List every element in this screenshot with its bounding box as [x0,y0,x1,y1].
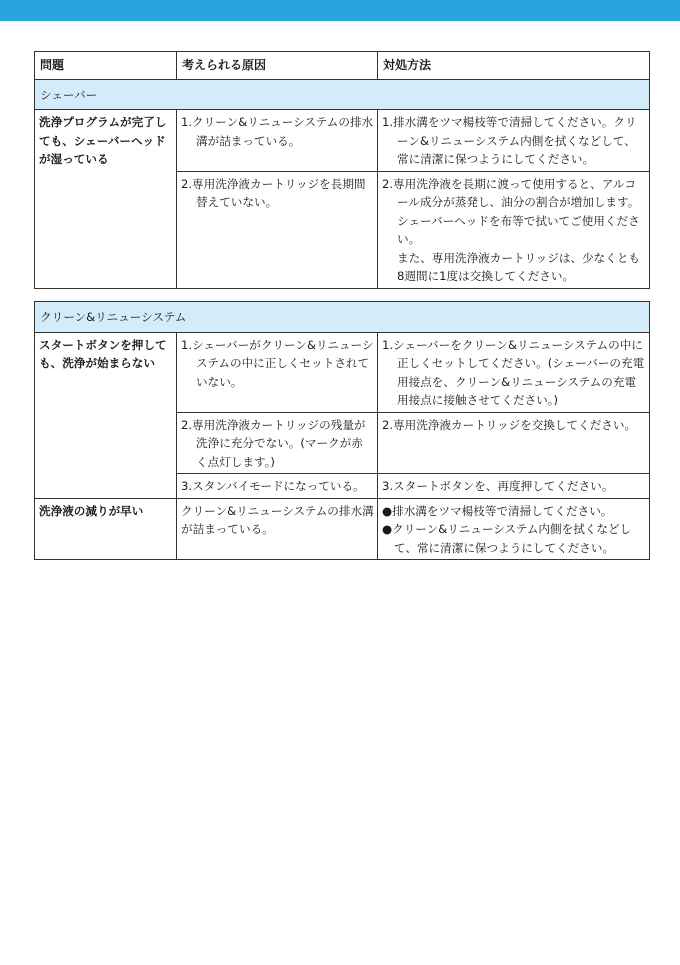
remedy-cell [378,412,650,474]
cause-cell [177,412,378,474]
table-row [35,332,650,412]
cause-text: 1.クリーン&リニューシステムの排水溝が詰まっている。 [181,115,374,148]
remedy-cell [378,332,650,412]
remedy-text: 1.排水溝をツマ楊枝等で清掃してください。クリーン&リニューシステム内側を拭くなどして、常に清潔に保つようにしてください。 [382,115,637,166]
cause-cell [177,171,378,288]
cause-text: 1.シェーバーがクリーン&リニューシステムの中に正しくセットされていない。 [181,337,374,389]
remedy-text: 3.スタートボタンを、再度押してください。 [382,479,614,493]
cause-cell [177,332,378,412]
problem-cell: 洗浄液の減りが早い [35,498,177,560]
table-row [35,498,650,560]
remedy-text: 2.専用洗浄液を長期に渡って使用すると、アルコール成分が蒸発し、油分の割合が増加します。シェーバーヘッドを布等で拭いてご使用ください。 [382,176,640,246]
problem-cell: スタートボタンを押しても、洗浄が始まらない [35,332,177,498]
troubleshooting-table-clean-renew [34,301,650,560]
cause-text: 2.専用洗浄液カートリッジの残量が洗浄に充分でない。(マークが赤く点灯します。) [181,417,366,469]
section-title-clean-renew: クリーン&リニューシステム [35,302,650,333]
header-cause: 考えられる原因 [177,52,378,80]
remedy-cell [378,171,650,288]
remedy-cell [378,474,650,499]
problem-cell: 洗浄プログラムが完了しても、シェーバーヘッドが湿っている [35,110,177,289]
remedy-cell [378,110,650,172]
cause-text: 2.専用洗浄液カートリッジを長期間替えていない。 [181,176,366,209]
remedy-cell [378,498,650,560]
section-row [35,79,650,110]
cause-cell [177,474,378,499]
remedy-bullet: ●排水溝をツマ楊枝等で清掃してください。 [382,503,613,518]
table-row [35,110,650,172]
header-remedy: 対処方法 [378,52,650,80]
section-title-shaver: シェーバー [35,79,650,110]
header-problem: 問題 [35,52,177,80]
table-header-row [35,52,650,80]
section-row [35,302,650,333]
cause-cell: クリーン&リニューシステムの排水溝が詰まっている。 [177,498,378,560]
troubleshooting-table-shaver [34,51,650,289]
remedy-bullet: ●クリーン&リニューシステム内側を拭くなどして、常に清潔に保つようにしてください。 [382,522,632,555]
top-accent-bar [0,0,680,21]
cause-cell [177,110,378,172]
cause-text: 3.スタンバイモードになっている。 [181,479,365,493]
remedy-text: 1.シェーバーをクリーン&リニューシステムの中に正しくセットしてください。(シェーバーの充電用接点を、クリーン&リニューシステムの充電用接点に接触させてください。) [382,337,645,407]
remedy-text: 2.専用洗浄液カートリッジを交換してください。 [382,417,637,432]
remedy-extra-text: また、専用洗浄液カートリッジは、少なくとも8週間に1度は交換してください。 [397,250,641,283]
